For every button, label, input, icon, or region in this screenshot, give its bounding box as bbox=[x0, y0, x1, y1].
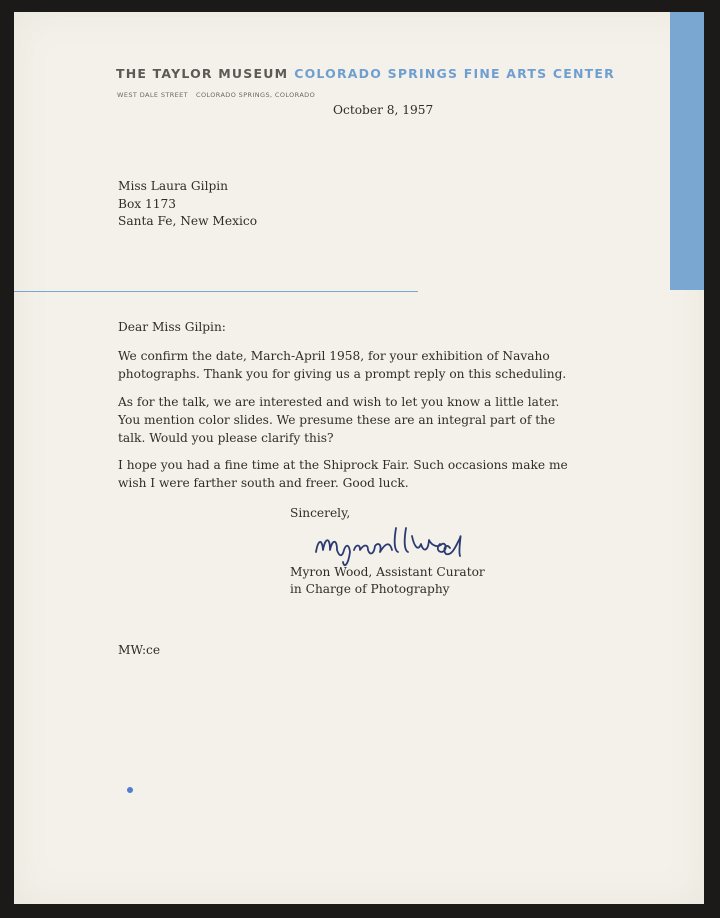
recipient-box: Box 1173 bbox=[118, 197, 177, 211]
address-city: COLORADO SPRINGS, COLORADO bbox=[196, 91, 316, 99]
letterhead-accent-bar bbox=[670, 12, 704, 290]
letter-date: October 8, 1957 bbox=[333, 103, 434, 117]
paragraph-line: I hope you had a fine time at the Shiprock Fair. Such occasions make me bbox=[118, 458, 568, 472]
paragraph-3 bbox=[118, 456, 638, 492]
ink-dot bbox=[127, 787, 133, 793]
signer-title-line-2: in Charge of Photography bbox=[290, 582, 450, 596]
typist-initials: MW:ce bbox=[118, 643, 161, 657]
paragraph-1 bbox=[118, 347, 638, 383]
museum-name: THE TAYLOR MUSEUM bbox=[116, 66, 289, 81]
letterhead-address bbox=[117, 91, 315, 99]
address-street: WEST DALE STREET bbox=[117, 91, 189, 99]
paragraph-line: You mention color slides. We presume these are an integral part of the bbox=[118, 413, 556, 427]
recipient-city: Santa Fe, New Mexico bbox=[118, 214, 258, 228]
signer-title-line-1: Myron Wood, Assistant Curator bbox=[290, 565, 485, 579]
paragraph-line: wish I were farther south and freer. Good luck. bbox=[118, 476, 409, 490]
paragraph-line: photographs. Thank you for giving us a prompt reply on this scheduling. bbox=[118, 367, 567, 381]
paragraph-2 bbox=[118, 393, 638, 447]
paragraph-line: talk. Would you please clarify this? bbox=[118, 431, 334, 445]
arts-center-name: COLORADO SPRINGS FINE ARTS CENTER bbox=[294, 66, 615, 81]
letterhead bbox=[116, 66, 615, 81]
closing: Sincerely, bbox=[290, 506, 351, 520]
paragraph-line: We confirm the date, March-April 1958, for your exhibition of Navaho bbox=[118, 349, 550, 363]
letterhead-rule bbox=[14, 291, 418, 292]
recipient-name: Miss Laura Gilpin bbox=[118, 179, 229, 193]
paragraph-line: As for the talk, we are interested and wish to let you know a little later. bbox=[118, 395, 560, 409]
salutation: Dear Miss Gilpin: bbox=[118, 320, 226, 334]
